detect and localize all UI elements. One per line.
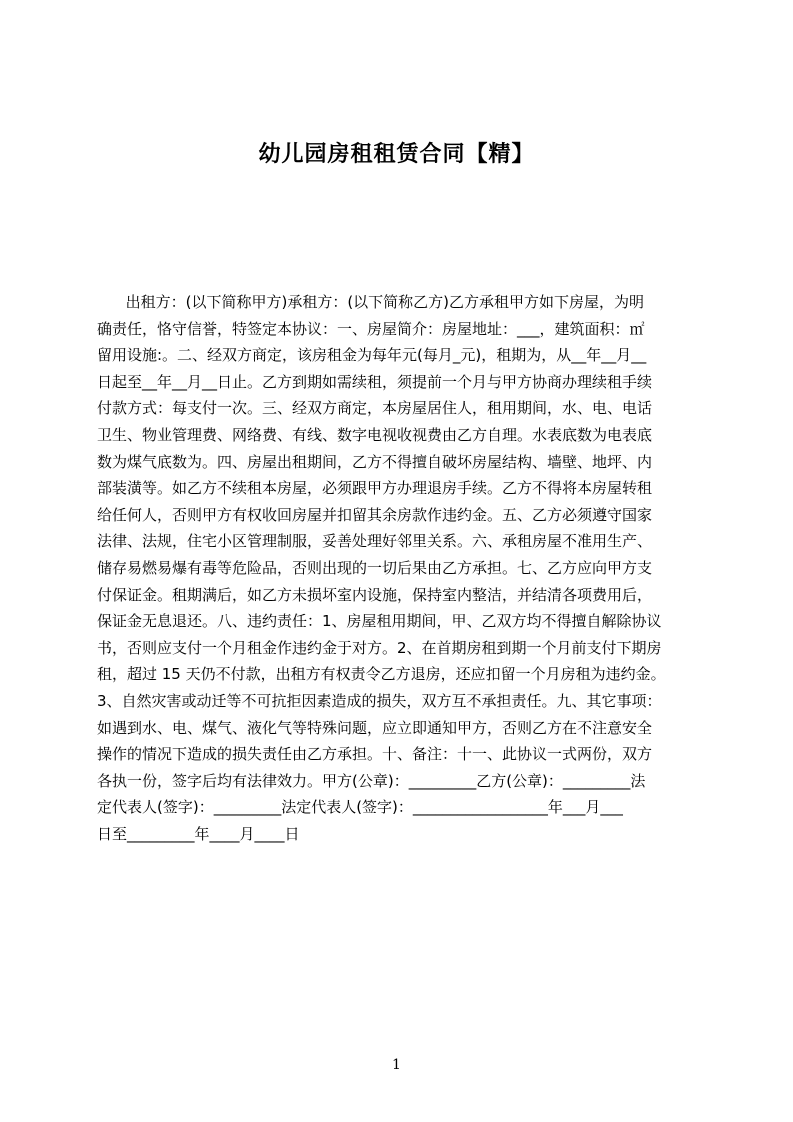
- body-line: 卫生、物业管理费、网络费、有线、数字电视收视费由乙方自理。水表底数为电表底: [97, 425, 653, 444]
- body-line: 操作的情况下造成的损失责任由乙方承担。十、备注：十一、此协议一式两份，双方: [97, 745, 653, 764]
- body-line: 付保证金。租期满后，如乙方未损坏室内设施，保持室内整洁，并结清各项费用后，: [97, 585, 653, 604]
- body-line: 部装潢等。如乙方不续租本房屋，必须跟甲方办理退房手续。乙方不得将本房屋转租: [97, 479, 653, 498]
- body-line: 日至_________年____月____日: [97, 824, 300, 843]
- body-line: 留用设施:。二、经双方商定，该房租金为每年元(每月_元)，租期为，从__年__月__: [97, 346, 647, 365]
- body-line: 确责任，恪守信誉，特签定本协议：一、房屋简介：房屋地址：___，建筑面积：㎡: [97, 319, 645, 338]
- body-line: 如遇到水、电、煤气、液化气等特殊问题，应立即通知甲方，否则乙方在不注意安全: [97, 718, 653, 737]
- body-line: 租，超过 15 天仍不付款，出租方有权责令乙方退房，还应扣留一个月房租为违约金。: [97, 665, 666, 684]
- body-line: 定代表人(签字)：_________法定代表人(签字)：__________________年___月___: [97, 798, 623, 817]
- body-line: 各执一份，签字后均有法律效力。甲方(公章)：_________乙方(公章)：_________法: [97, 771, 646, 790]
- body-line: 保证金无息退还。八、违约责任：1、房屋租用期间，甲、乙双方均不得擅自解除协议: [97, 612, 662, 631]
- body-line: 数为煤气底数为。四、房屋出租期间，乙方不得擅自破坏房屋结构、墙壁、地坪、内: [97, 452, 653, 471]
- body-line: 书，否则应支付一个月租金作违约金于对方。2、在首期房租到期一个月前支付下期房: [97, 638, 662, 657]
- body-line: 付款方式：每支付一次。三、经双方商定，本房屋居住人，租用期间，水、电、电话: [97, 399, 653, 418]
- body-line: 给任何人，否则甲方有权收回房屋并扣留其余房款作违约金。五、乙方必须遵守国家: [97, 505, 653, 524]
- contract-body: [97, 289, 697, 847]
- body-line: 日起至__年__月__日止。乙方到期如需续租，须提前一个月与甲方协商办理续租手续: [97, 372, 653, 391]
- body-line: 出租方：(以下简称甲方)承租方：(以下简称乙方)乙方承租甲方如下房屋，为明: [97, 293, 645, 311]
- page-number: 1: [392, 1057, 401, 1073]
- body-line: 法律、法规，住宅小区管理制服，妥善处理好邻里关系。六、承租房屋不准用生产、: [97, 532, 653, 551]
- body-line: 储存易燃易爆有毒等危险品，否则出现的一切后果由乙方承担。七、乙方应向甲方支: [97, 558, 653, 577]
- document-title: 幼儿园房租租赁合同【精】: [258, 142, 535, 167]
- body-line: 3、自然灾害或动迁等不可抗拒因素造成的损失，双方互不承担责任。九、其它事项：: [97, 691, 662, 710]
